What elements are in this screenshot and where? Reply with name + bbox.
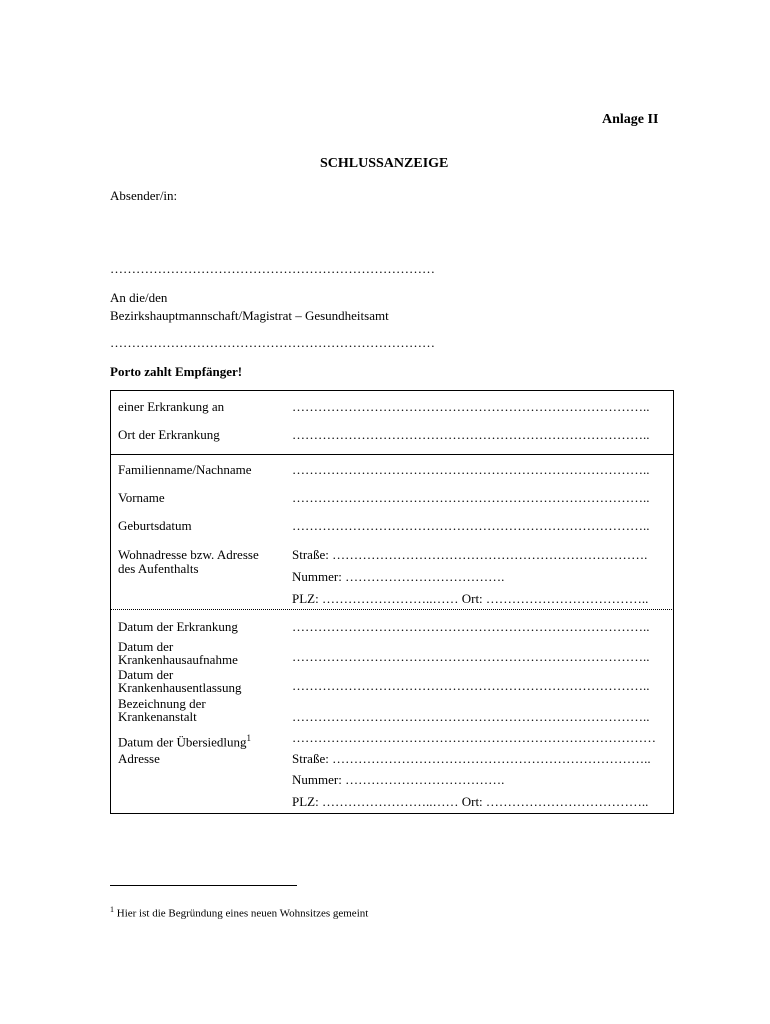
hospital-name-label-2: Krankenanstalt [118, 709, 197, 724]
relocation-date-field[interactable]: ………………………………………………………………………… [292, 730, 656, 745]
footnote-marker: 1 [246, 733, 252, 743]
disease-field[interactable]: ……………………………………………………………………….. [292, 399, 650, 414]
surname-label: Familienname/Nachname [118, 462, 252, 477]
footnote-separator [110, 885, 297, 886]
first-name-label: Vorname [118, 490, 165, 505]
disease-location-field[interactable]: ……………………………………………………………………….. [292, 427, 650, 442]
new-zip-city-field[interactable]: PLZ: ……………………..…… Ort: ……………………………….. [292, 794, 649, 809]
page-title: SCHLUSSANZEIGE [320, 156, 449, 171]
residence-street-field[interactable]: Straße: ………………………………………………………………. [292, 547, 648, 562]
residence-address-label-2: des Aufenthalts [118, 561, 199, 576]
address-label: Adresse [118, 751, 160, 766]
disease-date-label: Datum der Erkrankung [118, 619, 238, 634]
footnote [110, 905, 368, 920]
discharge-date-field[interactable]: ……………………………………………………………………….. [292, 678, 650, 693]
residence-zip-city-field[interactable]: PLZ: ……………………..…… Ort: ……………………………….. [292, 591, 649, 606]
birthdate-label: Geburtsdatum [118, 518, 192, 533]
residence-number-field[interactable]: Nummer: ………………………………. [292, 569, 505, 584]
relocation-date-label: Datum der Übersiedlung$^1$ [118, 733, 252, 750]
residence-address-label-1: Wohnadresse bzw. Adresse [118, 547, 259, 562]
disease-label: einer Erkrankung an [118, 399, 225, 414]
sender-field[interactable]: ………………………………………………………………… [110, 261, 435, 276]
recipient-line-1: An die/den [110, 290, 168, 305]
recipient-field[interactable]: ………………………………………………………………… [110, 335, 435, 350]
new-street-field[interactable]: Straße: ……………………………………………………………….. [292, 751, 651, 766]
section-divider-2 [110, 609, 674, 610]
disease-location-label: Ort der Erkrankung [118, 427, 220, 442]
annex-label: Anlage II [602, 112, 659, 127]
discharge-date-label-2: Krankenhausentlassung [118, 680, 242, 695]
discharge-date-label-1: Datum der [118, 667, 174, 682]
admission-date-field[interactable]: ……………………………………………………………………….. [292, 649, 650, 664]
section-divider-1 [110, 454, 674, 455]
recipient-line-2: Bezirkshauptmannschaft/Magistrat – Gesundheitsamt [110, 308, 389, 323]
surname-field[interactable]: ……………………………………………………………………….. [292, 462, 650, 477]
sender-label: Absender/in: [110, 188, 178, 203]
footnote-text: Hier ist die Begründung eines neuen Wohnsitzes gemeint [114, 907, 369, 920]
hospital-name-label-1: Bezeichnung der [118, 696, 206, 711]
postage-note: Porto zahlt Empfänger! [110, 364, 243, 379]
first-name-field[interactable]: ……………………………………………………………………….. [292, 490, 650, 505]
hospital-name-field[interactable]: ……………………………………………………………………….. [292, 709, 650, 724]
admission-date-label-2: Krankenhausaufnahme [118, 652, 238, 667]
disease-date-field[interactable]: ……………………………………………………………………….. [292, 619, 650, 634]
new-number-field[interactable]: Nummer: ………………………………. [292, 772, 505, 787]
birthdate-field[interactable]: ……………………………………………………………………….. [292, 518, 650, 533]
admission-date-label-1: Datum der [118, 639, 174, 654]
footnote-number: 1 [110, 905, 114, 914]
